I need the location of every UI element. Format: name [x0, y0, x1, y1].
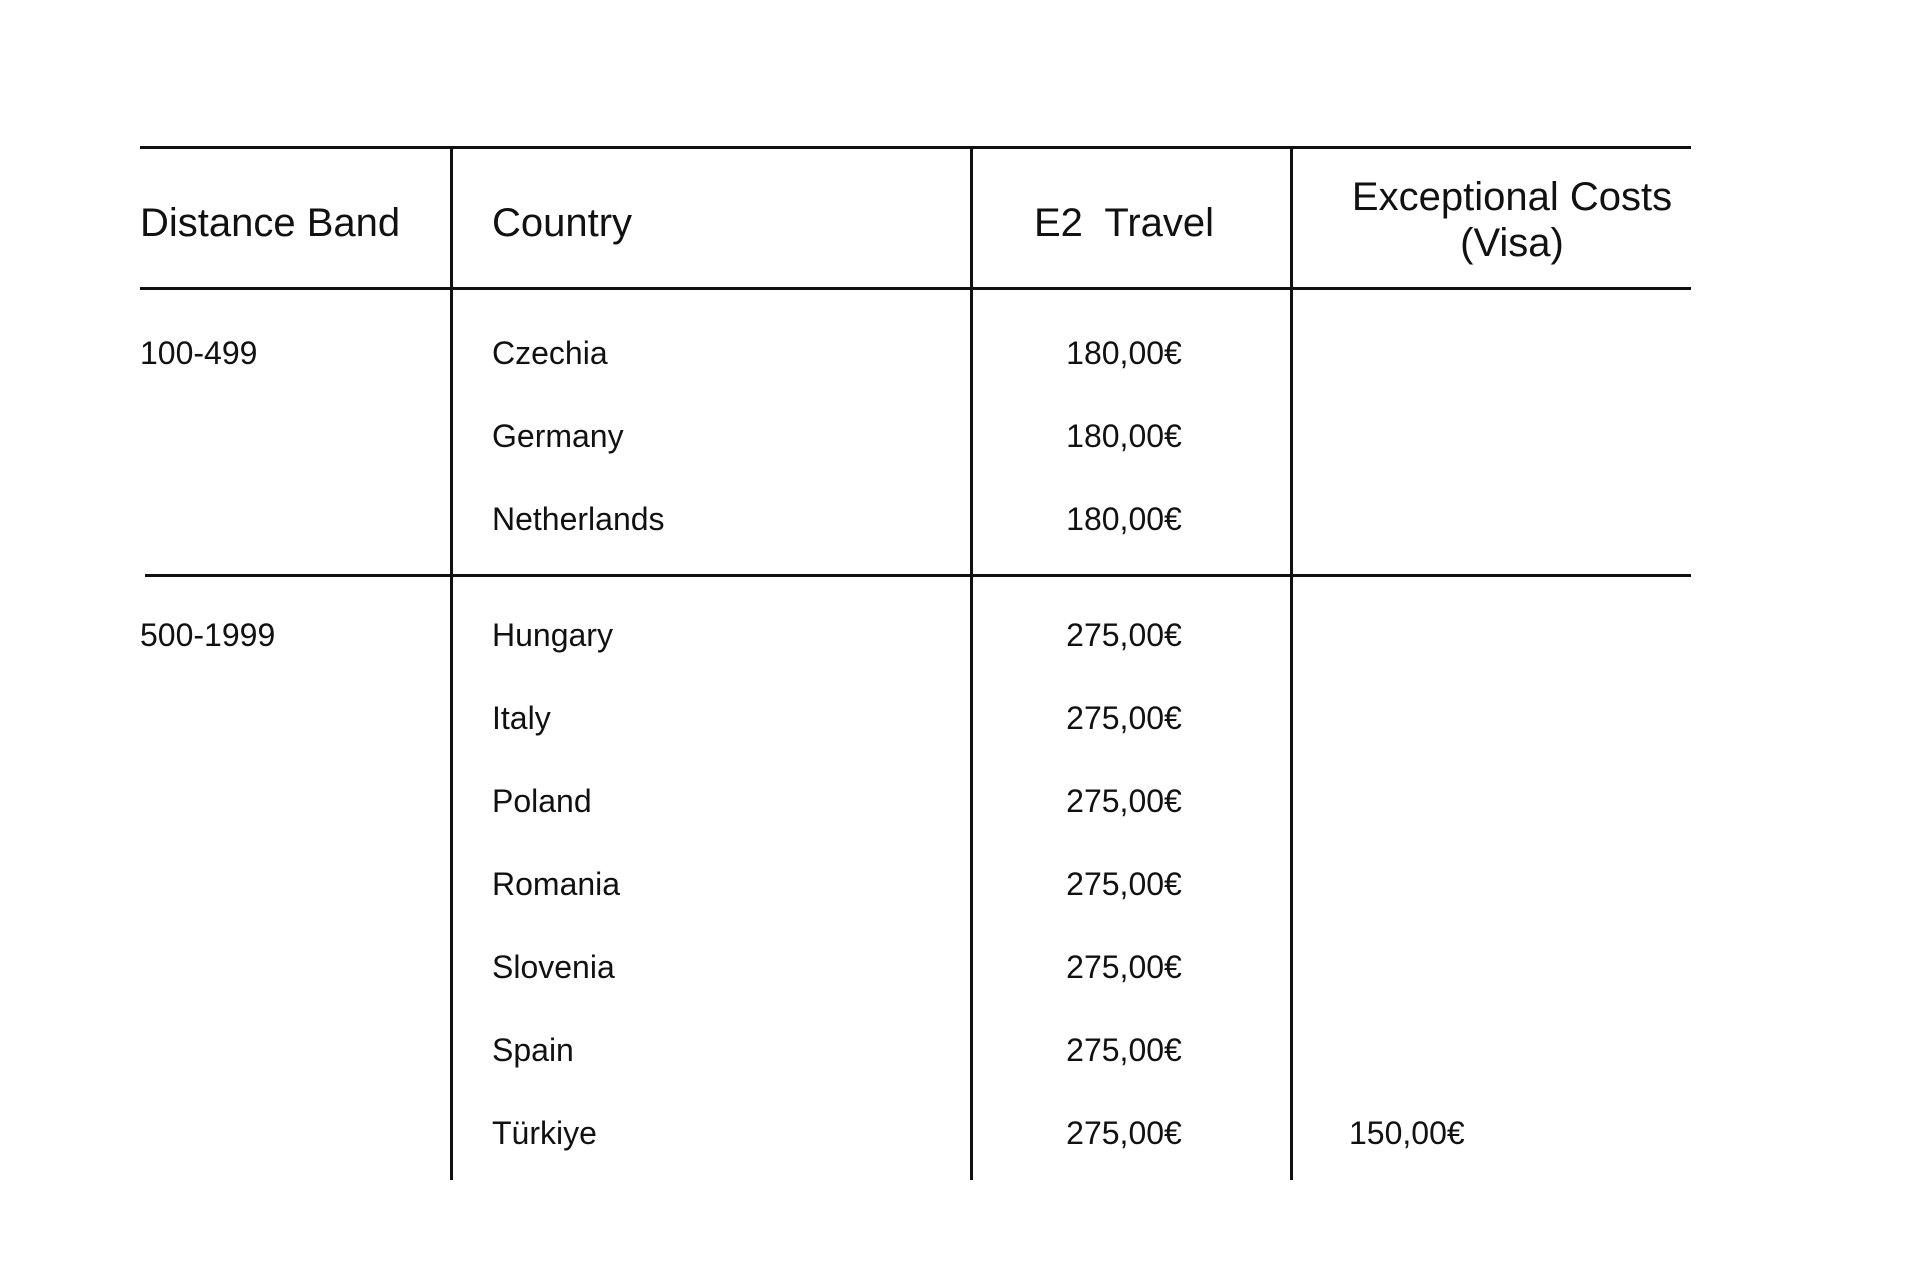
country-turkiye: Türkiye: [492, 1115, 597, 1151]
country-slovenia: Slovenia: [492, 949, 615, 985]
distance-band-500-1999: 500-1999: [140, 617, 276, 653]
travel-hungary: 275,00€: [1066, 617, 1182, 653]
header-distance-band: Distance Band: [140, 201, 401, 245]
travel-romania: 275,00€: [1066, 866, 1182, 902]
travel-turkiye: 275,00€: [1066, 1115, 1182, 1151]
country-romania: Romania: [492, 866, 621, 902]
header-country: Country: [492, 201, 633, 245]
exceptional-turkiye: 150,00€: [1349, 1115, 1465, 1151]
group-divider-rule: [145, 574, 1691, 577]
header-bottom-rule: [140, 287, 1691, 290]
table-top-rule: [140, 146, 1691, 149]
travel-slovenia: 275,00€: [1066, 949, 1182, 985]
travel-spain: 275,00€: [1066, 1032, 1182, 1068]
header-e2-travel: E2 Travel: [1033, 201, 1215, 245]
country-netherlands: Netherlands: [492, 501, 665, 537]
travel-poland: 275,00€: [1066, 783, 1182, 819]
header-exceptional-line1: Exceptional Costs: [1351, 175, 1673, 219]
country-poland: Poland: [492, 783, 592, 819]
country-spain: Spain: [492, 1032, 574, 1068]
header-exceptional-costs: [1352, 174, 1672, 266]
country-czechia: Czechia: [492, 335, 608, 371]
column-divider-2: [970, 146, 973, 1180]
country-hungary: Hungary: [492, 617, 613, 653]
travel-czechia: 180,00€: [1066, 335, 1182, 371]
travel-italy: 275,00€: [1066, 700, 1182, 736]
column-divider-1: [450, 146, 453, 1180]
travel-netherlands: 180,00€: [1066, 501, 1182, 537]
header-exceptional-line2: (Visa): [1460, 221, 1564, 265]
travel-germany: 180,00€: [1066, 418, 1182, 454]
country-germany: Germany: [492, 418, 624, 454]
distance-band-100-499: 100-499: [140, 335, 258, 371]
column-divider-3: [1290, 146, 1293, 1180]
country-italy: Italy: [492, 700, 551, 736]
